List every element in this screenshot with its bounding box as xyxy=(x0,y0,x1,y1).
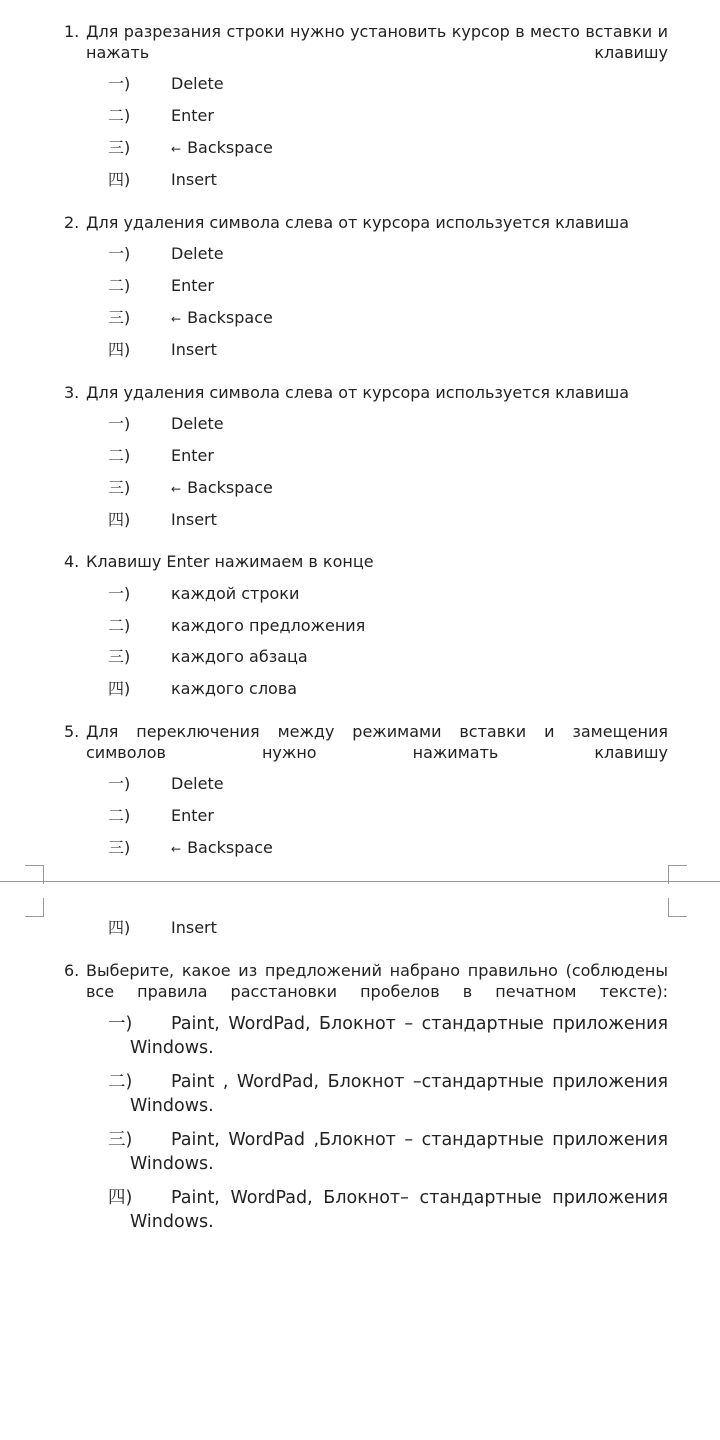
option-label: Insert xyxy=(171,340,217,359)
option-text-continuation: Windows. xyxy=(130,1154,214,1174)
option-4-2 xyxy=(108,615,365,636)
option-marker: 三) xyxy=(108,478,131,497)
option-marker: 二) xyxy=(108,1072,133,1092)
question-number: 6. xyxy=(64,961,80,980)
option-text: Paint, WordPad, Блокнот – стандартные приложения xyxy=(171,1014,668,1034)
option-text-continuation: Windows. xyxy=(130,1038,214,1058)
option-text-continuation: Windows. xyxy=(130,1212,214,1232)
option-label: Enter xyxy=(171,276,214,295)
option-label: Insert xyxy=(171,170,217,189)
option-4-4 xyxy=(108,678,297,699)
option-marker: 二) xyxy=(108,446,131,465)
option-1-3 xyxy=(108,137,273,160)
option-text-continuation: Windows. xyxy=(130,1096,214,1116)
option-3-1 xyxy=(108,413,224,434)
option-2-2 xyxy=(108,275,214,296)
option-marker: 三) xyxy=(108,1130,133,1150)
option-3-2 xyxy=(108,445,214,466)
question-text: Для разрезания строки нужно установить курсор в место вставки и нажать клавишу xyxy=(86,22,668,62)
question-number: 4. xyxy=(64,552,80,571)
option-1-1 xyxy=(108,73,224,94)
question-number: 2. xyxy=(64,213,80,232)
option-marker: 三) xyxy=(108,647,131,666)
left-arrow-icon: ← xyxy=(171,842,182,856)
option-4-3 xyxy=(108,646,308,667)
crop-mark-bottom-right xyxy=(668,898,687,917)
option-label: Insert xyxy=(171,510,217,529)
option-label: Backspace xyxy=(187,308,273,327)
option-label: каждого абзаца xyxy=(171,647,308,666)
option-marker: 一) xyxy=(108,774,131,793)
option-marker: 三) xyxy=(108,138,131,157)
option-3-3 xyxy=(108,477,273,500)
option-text: Paint, WordPad, Блокнот– стандартные приложения xyxy=(171,1188,668,1208)
question-number: 3. xyxy=(64,383,80,402)
option-marker: 二) xyxy=(108,616,131,635)
option-marker: 一) xyxy=(108,244,131,263)
option-marker: 一) xyxy=(108,584,131,603)
question-text: Для удаления символа слева от курсора используется клавиша xyxy=(86,213,630,232)
option-label: Enter xyxy=(171,806,214,825)
option-6-3 xyxy=(108,1128,668,1176)
option-text: Paint, WordPad ,Блокнот – стандартные приложения xyxy=(171,1130,668,1150)
left-arrow-icon: ← xyxy=(171,142,182,156)
question-number: 1. xyxy=(64,22,80,41)
option-marker: 一) xyxy=(108,1014,133,1034)
option-marker: 二) xyxy=(108,106,131,125)
option-5-1 xyxy=(108,773,224,794)
option-label: каждого предложения xyxy=(171,616,366,635)
question-3 xyxy=(64,382,668,403)
option-marker: 四) xyxy=(108,170,131,189)
question-text: Для удаления символа слева от курсора используется клавиша xyxy=(86,383,630,402)
option-label: каждой строки xyxy=(171,584,300,603)
option-marker: 二) xyxy=(108,276,131,295)
question-2 xyxy=(64,212,668,233)
option-2-1 xyxy=(108,243,224,264)
option-1-4 xyxy=(108,169,217,190)
question-4 xyxy=(64,551,668,572)
option-2-3 xyxy=(108,307,273,330)
option-6-4 xyxy=(108,1186,668,1234)
option-marker: 一) xyxy=(108,414,131,433)
option-5-3 xyxy=(108,837,273,860)
option-5-4 xyxy=(108,917,217,938)
option-marker: 三) xyxy=(108,838,131,857)
crop-mark-bottom-left xyxy=(25,898,44,917)
question-5 xyxy=(64,721,668,763)
option-4-1 xyxy=(108,583,299,604)
page-break-line xyxy=(0,881,720,882)
option-1-2 xyxy=(108,105,214,126)
option-label: Backspace xyxy=(187,138,273,157)
option-marker: 四) xyxy=(108,679,131,698)
option-label: Backspace xyxy=(187,838,273,857)
question-text: Выберите, какое из предложений набрано правильно (соблюдены все правила расстановки пробелов в печатном тексте): xyxy=(86,961,668,1001)
question-text: Для переключения между режимами вставки и замещения символов нужно нажимать клавишу xyxy=(86,722,668,762)
left-arrow-icon: ← xyxy=(171,482,182,496)
option-marker: 一) xyxy=(108,74,131,93)
option-2-4 xyxy=(108,339,217,360)
option-label: Enter xyxy=(171,106,214,125)
option-label: Enter xyxy=(171,446,214,465)
option-label: Delete xyxy=(171,414,224,433)
option-label: Delete xyxy=(171,244,224,263)
question-number: 5. xyxy=(64,722,80,741)
option-3-4 xyxy=(108,509,217,530)
option-label: Delete xyxy=(171,774,224,793)
option-6-2 xyxy=(108,1070,668,1118)
option-marker: 四) xyxy=(108,918,131,937)
left-arrow-icon: ← xyxy=(171,312,182,326)
question-text: Клавишу Enter нажимаем в конце xyxy=(86,552,374,571)
option-text: Paint , WordPad, Блокнот –стандартные приложения xyxy=(171,1072,668,1092)
question-1 xyxy=(64,21,668,63)
option-label: каждого слова xyxy=(171,679,298,698)
option-marker: 四) xyxy=(108,340,131,359)
option-label: Insert xyxy=(171,918,217,937)
option-label: Delete xyxy=(171,74,224,93)
option-marker: 三) xyxy=(108,308,131,327)
option-marker: 四) xyxy=(108,1188,133,1208)
option-5-2 xyxy=(108,805,214,826)
option-label: Backspace xyxy=(187,478,273,497)
option-6-1 xyxy=(108,1012,668,1060)
option-marker: 四) xyxy=(108,510,131,529)
option-marker: 二) xyxy=(108,806,131,825)
question-6 xyxy=(64,960,668,1002)
